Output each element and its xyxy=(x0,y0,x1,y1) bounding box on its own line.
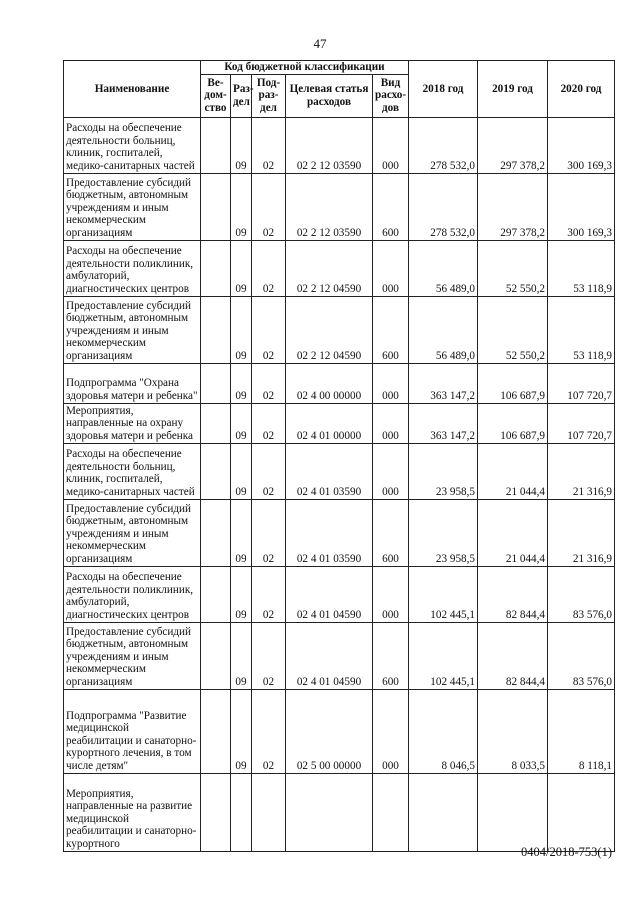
table-row xyxy=(64,499,615,566)
row-target: 02 4 01 03590 xyxy=(286,499,373,566)
row-name: Подпрограмма "Развитие медицинской реабилитации и санаторно-курортного лечения, в том числе детям" xyxy=(64,689,201,773)
row-razdel: 09 xyxy=(231,566,252,622)
row-target: 02 2 12 04590 xyxy=(286,240,373,296)
row-name: Расходы на обеспечение деятельности поликлиник, амбулаторий, диагностических центров xyxy=(64,566,201,622)
row-value-2019 xyxy=(478,773,548,851)
row-value-2019: 52 550,2 xyxy=(478,240,548,296)
header-2018: 2018 год xyxy=(409,61,478,118)
row-podrazdel xyxy=(252,773,286,851)
row-name: Расходы на обеспечение деятельности больниц, клиник, госпиталей, медико-санитарных частей xyxy=(64,443,201,499)
row-vedomstvo xyxy=(201,689,231,773)
row-target: 02 2 12 03590 xyxy=(286,117,373,173)
row-value-2020: 83 576,0 xyxy=(548,566,615,622)
row-value-2018: 23 958,5 xyxy=(409,499,478,566)
row-name: Подпрограмма "Охрана здоровья матери и ребенка" xyxy=(64,363,201,403)
row-value-2018: 23 958,5 xyxy=(409,443,478,499)
row-name: Предоставление субсидий бюджетным, автономным учреждениям и иным некоммерческим организациям xyxy=(64,622,201,689)
row-razdel: 09 xyxy=(231,173,252,240)
row-podrazdel: 02 xyxy=(252,443,286,499)
row-value-2018: 8 046,5 xyxy=(409,689,478,773)
row-value-2018: 363 147,2 xyxy=(409,403,478,443)
row-value-2018: 102 445,1 xyxy=(409,622,478,689)
row-value-2020: 107 720,7 xyxy=(548,403,615,443)
row-vedomstvo xyxy=(201,499,231,566)
row-podrazdel: 02 xyxy=(252,689,286,773)
row-value-2020: 53 118,9 xyxy=(548,240,615,296)
table-row xyxy=(64,566,615,622)
row-value-2018: 278 532,0 xyxy=(409,117,478,173)
row-razdel: 09 xyxy=(231,363,252,403)
table-row xyxy=(64,622,615,689)
row-target xyxy=(286,773,373,851)
header-2020: 2020 год xyxy=(548,61,615,118)
row-podrazdel: 02 xyxy=(252,117,286,173)
header-code-group: Код бюджетной классификации xyxy=(201,61,409,75)
row-value-2020: 21 316,9 xyxy=(548,499,615,566)
header-vedomstvo: Ве-дом-ство xyxy=(201,74,231,117)
row-value-2020: 300 169,3 xyxy=(548,173,615,240)
header-razdel: Раз-дел xyxy=(231,74,252,117)
row-vid: 600 xyxy=(373,499,409,566)
row-podrazdel: 02 xyxy=(252,499,286,566)
row-target: 02 2 12 03590 xyxy=(286,173,373,240)
row-value-2019: 106 687,9 xyxy=(478,363,548,403)
row-value-2018: 102 445,1 xyxy=(409,566,478,622)
table-row xyxy=(64,443,615,499)
row-value-2018: 56 489,0 xyxy=(409,240,478,296)
row-podrazdel: 02 xyxy=(252,622,286,689)
row-vedomstvo xyxy=(201,403,231,443)
row-value-2020: 300 169,3 xyxy=(548,117,615,173)
row-name: Предоставление субсидий бюджетным, автономным учреждениям и иным некоммерческим организациям xyxy=(64,499,201,566)
row-vedomstvo xyxy=(201,173,231,240)
row-vid: 000 xyxy=(373,566,409,622)
row-target: 02 4 01 00000 xyxy=(286,403,373,443)
row-podrazdel: 02 xyxy=(252,403,286,443)
row-podrazdel: 02 xyxy=(252,240,286,296)
row-razdel: 09 xyxy=(231,443,252,499)
row-value-2019: 297 378,2 xyxy=(478,173,548,240)
row-razdel: 09 xyxy=(231,499,252,566)
row-value-2019: 106 687,9 xyxy=(478,403,548,443)
row-vid: 000 xyxy=(373,240,409,296)
row-podrazdel: 02 xyxy=(252,296,286,363)
row-name: Мероприятия, направленные на развитие медицинской реабилитации и санаторно-курортного xyxy=(64,773,201,851)
row-vid: 000 xyxy=(373,117,409,173)
row-name: Предоставление субсидий бюджетным, автономным учреждениям и иным некоммерческим организациям xyxy=(64,173,201,240)
row-vid: 000 xyxy=(373,403,409,443)
row-value-2020 xyxy=(548,773,615,851)
row-vid: 000 xyxy=(373,363,409,403)
page-number: 47 xyxy=(313,36,327,51)
row-value-2019: 82 844,4 xyxy=(478,566,548,622)
header-2019: 2019 год xyxy=(478,61,548,118)
row-value-2019: 21 044,4 xyxy=(478,499,548,566)
row-name: Расходы на обеспечение деятельности поликлиник, амбулаторий, диагностических центров xyxy=(64,240,201,296)
row-target: 02 4 01 03590 xyxy=(286,443,373,499)
row-value-2018 xyxy=(409,773,478,851)
row-value-2020: 21 316,9 xyxy=(548,443,615,499)
row-podrazdel: 02 xyxy=(252,363,286,403)
row-vid xyxy=(373,773,409,851)
row-value-2020: 107 720,7 xyxy=(548,363,615,403)
row-name: Расходы на обеспечение деятельности больниц, клиник, госпиталей, медико-санитарных частей xyxy=(64,117,201,173)
row-vedomstvo xyxy=(201,363,231,403)
row-vid: 600 xyxy=(373,622,409,689)
row-target: 02 4 01 04590 xyxy=(286,622,373,689)
row-vid: 000 xyxy=(373,443,409,499)
row-vedomstvo xyxy=(201,240,231,296)
row-podrazdel: 02 xyxy=(252,173,286,240)
row-vedomstvo xyxy=(201,773,231,851)
row-vedomstvo xyxy=(201,622,231,689)
table-row xyxy=(64,296,615,363)
row-value-2019: 52 550,2 xyxy=(478,296,548,363)
row-razdel: 09 xyxy=(231,689,252,773)
table-row xyxy=(64,240,615,296)
table-row xyxy=(64,363,615,403)
table-row xyxy=(64,403,615,443)
row-vedomstvo xyxy=(201,566,231,622)
row-target: 02 5 00 00000 xyxy=(286,689,373,773)
row-value-2018: 278 532,0 xyxy=(409,173,478,240)
row-value-2019: 297 378,2 xyxy=(478,117,548,173)
row-name: Мероприятия, направленные на охрану здоровья матери и ребенка xyxy=(64,403,201,443)
row-value-2020: 53 118,9 xyxy=(548,296,615,363)
row-target: 02 4 01 04590 xyxy=(286,566,373,622)
row-value-2020: 8 118,1 xyxy=(548,689,615,773)
row-razdel: 09 xyxy=(231,240,252,296)
row-value-2018: 56 489,0 xyxy=(409,296,478,363)
row-podrazdel: 02 xyxy=(252,566,286,622)
row-razdel: 09 xyxy=(231,296,252,363)
row-target: 02 2 12 04590 xyxy=(286,296,373,363)
row-vedomstvo xyxy=(201,443,231,499)
row-value-2019: 8 033,5 xyxy=(478,689,548,773)
row-razdel: 09 xyxy=(231,403,252,443)
header-name: Наименование xyxy=(64,61,201,118)
row-value-2019: 21 044,4 xyxy=(478,443,548,499)
row-razdel: 09 xyxy=(231,622,252,689)
row-name: Предоставление субсидий бюджетным, автономным учреждениям и иным некоммерческим организациям xyxy=(64,296,201,363)
row-vid: 600 xyxy=(373,296,409,363)
table-row xyxy=(64,117,615,173)
table-row xyxy=(64,773,615,851)
row-razdel xyxy=(231,773,252,851)
header-podrazdel: Под-раз-дел xyxy=(252,74,286,117)
header-vid: Вид расхо-дов xyxy=(373,74,409,117)
row-razdel: 09 xyxy=(231,117,252,173)
document-code: 0404/2018-753(1) xyxy=(521,845,612,859)
table-row xyxy=(64,689,615,773)
row-vedomstvo xyxy=(201,117,231,173)
table-row xyxy=(64,173,615,240)
row-value-2020: 83 576,0 xyxy=(548,622,615,689)
row-value-2018: 363 147,2 xyxy=(409,363,478,403)
header-target: Целевая статья расходов xyxy=(286,74,373,117)
budget-table xyxy=(63,60,615,852)
row-vedomstvo xyxy=(201,296,231,363)
row-vid: 600 xyxy=(373,173,409,240)
row-value-2019: 82 844,4 xyxy=(478,622,548,689)
row-target: 02 4 00 00000 xyxy=(286,363,373,403)
row-vid: 000 xyxy=(373,689,409,773)
